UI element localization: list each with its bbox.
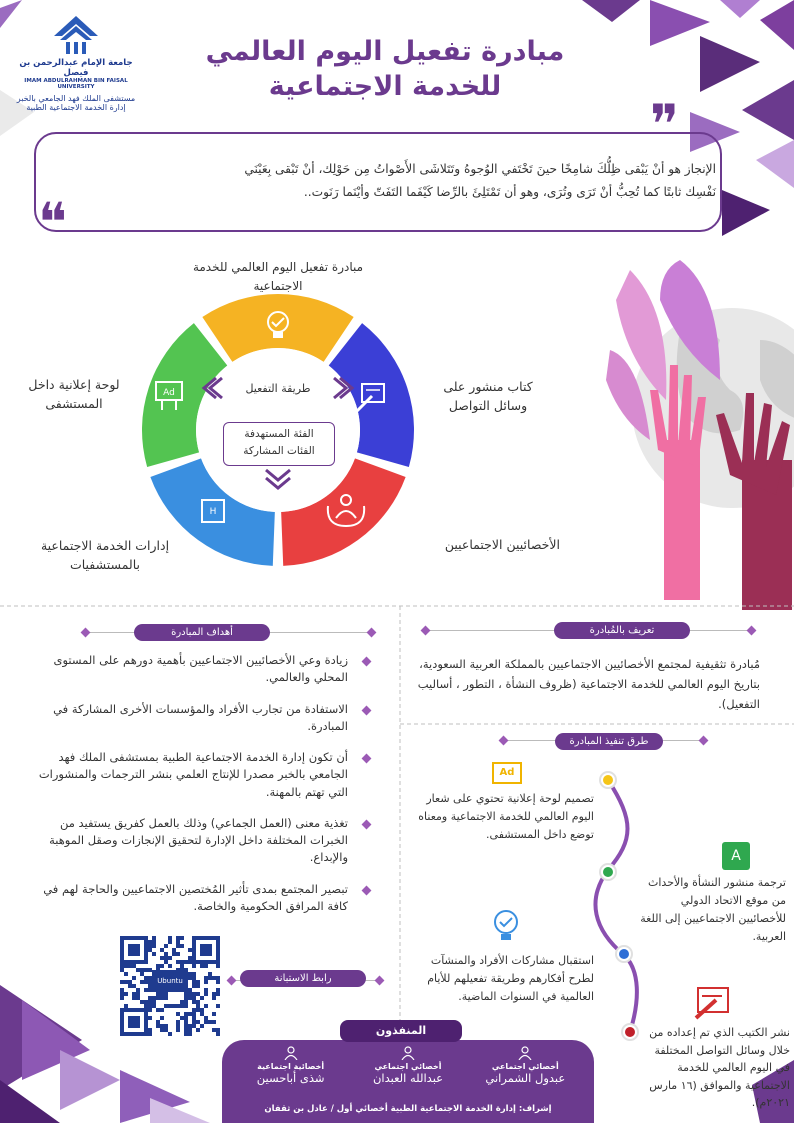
hands-globe-illustration [570,240,794,610]
qr-caption: Ubuntu [152,970,188,992]
timeline-dot-fill [625,1027,635,1037]
billboard-ad-icon: Ad [492,762,522,784]
quote-open-icon: ❞ [650,93,680,156]
wheel-label-left-upper: لوحة إعلانية داخل المستشفى [28,377,120,411]
implementation-step-2: ترجمة منشور النشأة والأحداث من موقع الاتحاد الدولي للأخصائيين الاجتماعيين إلى اللغة العربية. [640,876,786,944]
wheel-center-title: طريقة التفعيل [245,382,311,395]
timeline-dot-fill [619,949,629,959]
survey-link-label[interactable]: رابط الاستبانة [240,970,366,987]
wheel-label-right-upper: كتاب منشور على وسائل التواصل [443,379,533,413]
target-groups-box [223,422,335,466]
diamond-bullet-icon [362,657,372,667]
university-name-ar: جامعة الإمام عبدالرحمن بن فيصل [19,58,133,78]
translate-icon: A [722,842,750,870]
goal-text: تبصير المجتمع بمدى تأثير المُختصين الاجتماعيين والحاجة لهم في كافة المرافق الحكومية والخاصة. [43,881,348,913]
implementation-step-3: استقبال مشاركات الأفراد والمنشآت لطرح أفكارهم وطريقة تفعيلهم للأيام العالمية في السنوات الماضية. [427,954,594,1004]
timeline-dot-fill [603,775,613,785]
team-member-name: شذى أباحسين [256,1071,325,1085]
diamond-bullet-icon [362,754,372,764]
goals-header: أهداف المبادرة [134,624,270,641]
participants-label: الفئات المشاركة [243,444,315,457]
university-logo-block [6,6,146,112]
quote-close-icon: ❝ [38,191,68,254]
goal-item [28,701,378,736]
title-line-2: للخدمة الاجتماعية [268,71,502,103]
team-member-role: أخصائي اجتماعي [491,1062,559,1071]
diamond-bullet-icon [362,885,372,895]
diamond-bullet-icon [362,819,372,829]
quote-line-2: نَفْسِك ثابتًا كما تُحِبُّ أنْ تَرَى وتُرَى، وهو أن تَمْتَلِئَ بالرِّضا كَيْفَما التَفَتّ وأيْنَما رَنَوت.. [303,185,716,200]
wheel-label-left-lower: إدارات الخدمة الاجتماعية بالمستشفيات [40,538,170,572]
university-name-en: IMAM ABDULRAHMAN BIN FAISAL UNIVERSITY [24,78,128,90]
person-icon [284,1046,298,1060]
team-member-name: عبدول الشمراني [485,1071,566,1085]
goal-item [28,815,378,867]
goal-item [28,881,378,916]
supervision-text: إشراف: إدارة الخدمة الاجتماعية الطبية أخصائي أول / عادل بن ثقفان [264,1104,552,1114]
page-title [150,34,620,104]
goal-item [28,652,378,687]
goals-list [28,652,378,929]
wheel-label-right-lower: الأخصائيين الاجتماعيين [444,537,560,552]
goal-text: أن تكون إدارة الخدمة الاجتماعية الطبية بمستشفى الملك فهد الجامعي بالخبر مصدرا للإنتاج العلمي بنشر الترجمات والمنشورات التي تهتم بالمهنة. [38,750,348,799]
svg-text:Ad: Ad [163,388,175,398]
quote-line-1: الإنجاز هو أنْ يَبْقى ظِلُّكَ شامِخًا حينَ تَخْتَفي الوُجوهُ وتَتَلاشَى الأَصْواتُ مِن حَوْلِك، أنْ تَبْقى بِعَيْنَي [244,162,716,176]
definition-header: تعريف بالمُبادرة [554,622,690,639]
university-logo-icon [46,6,106,58]
goal-text: الاستفادة من تجارب الأفراد والمؤسسات الأخرى المشاركة في المبادرة. [53,701,348,733]
definition-text: مُبادرة تثقيفية لمجتمع الأخصائيين الاجتماعيين بالمملكة العربية السعودية، بتاريخ اليوم العالمي للخدمة الاجتماعية (ظروف النشأة ، التطور ، أساليب التفعيل). [417,657,760,712]
implementation-step-1: تصميم لوحة إعلانية تحتوي على شعار اليوم العالمي للخدمة الاجتماعية ومعناه توضع داخل المستشفى. [418,792,594,842]
wheel-label-top: مبادرة تفعيل اليوم العالمي للخدمة الاجتماعية [192,260,364,293]
team-member [353,1046,463,1104]
team-member-role: أخصائي اجتماعي [374,1062,442,1071]
implementation-step-4: نشر الكتيب الذي تم إعداده من خلال وسائل التواصل المختلفة في اليوم العالمي للخدمة الاجتماعية والموافق (١٦ مارس ٢٠٢١م). [649,1026,790,1110]
person-icon [518,1046,532,1060]
timeline-path [590,760,640,1050]
target-group-label: الفئة المستهدفة [244,428,314,440]
team-members [232,1046,584,1104]
title-line-1: مبادرة تفعيل اليوم العالمي [205,36,565,67]
goal-text: زيادة وعي الأخصائيين الاجتماعيين بأهمية دورهم على المستوى المحلي والعالمي. [53,653,348,685]
team-member [470,1046,580,1104]
team-header: المنفذون [340,1020,462,1042]
lightbulb-icon [488,906,524,946]
team-member [236,1046,346,1104]
team-member-role: أخصائية اجتماعية [257,1062,325,1071]
team-member-name: عبدالله العبدان [372,1071,444,1085]
svg-text:H: H [209,507,217,517]
quote-text [50,158,716,204]
hospital-name: مستشفى الملك فهد الجامعي بالخبر [16,94,136,103]
department-name: إدارة الخدمة الاجتماعية الطبية [26,103,126,112]
document-pen-icon [694,984,734,1020]
goal-text: تغذية معنى (العمل الجماعي) وذلك بالعمل كفريق يستفيد من الخبرات المختلفة داخل الإدارة لتحقيق الإنجازات وصقل الموهبة والإبداع. [49,815,348,865]
person-icon [401,1046,415,1060]
timeline-dot-fill [603,867,613,877]
goal-item [28,749,378,801]
diamond-bullet-icon [362,705,372,715]
implementation-header: طرق تنفيذ المبادرة [555,733,663,750]
